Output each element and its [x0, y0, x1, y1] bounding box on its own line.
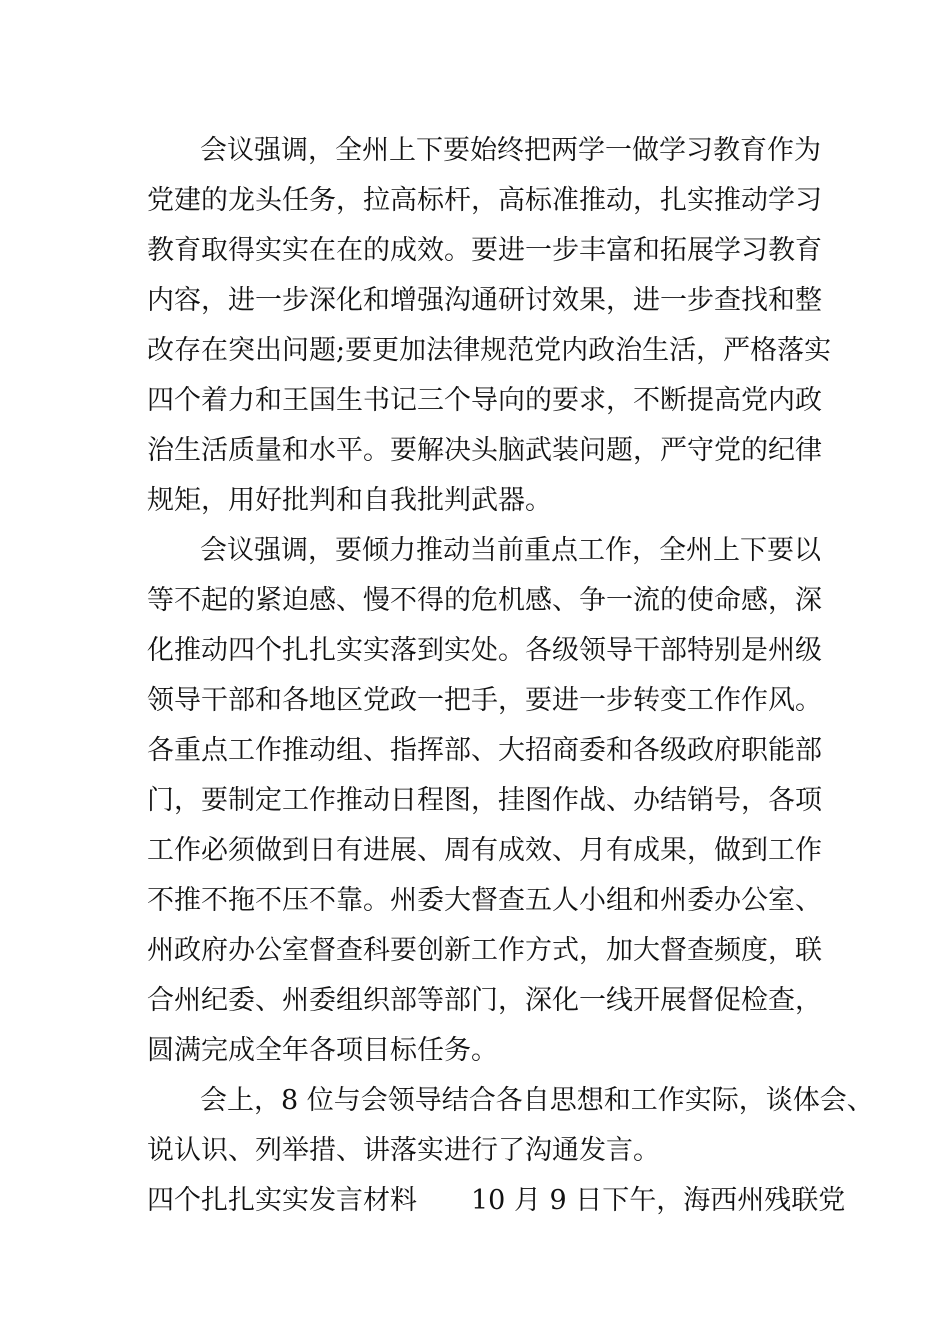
text-line: 内容，进一步深化和增强沟通研讨效果，进一步查找和整 [147, 285, 822, 316]
text-line: 党建的龙头任务，拉高标杆，高标准推动，扎实推动学习 [147, 185, 822, 216]
paragraph-4 [147, 1176, 846, 1226]
paragraph-2 [147, 526, 837, 1076]
document-body [147, 126, 874, 1226]
text-line: 会议强调，要倾力推动当前重点工作，全州上下要以 [200, 535, 821, 566]
text-line: 会上，8 位与会领导结合各自思想和工作实际，谈体会、 [200, 1085, 874, 1116]
text-line: 化推动四个扎扎实实落到实处。各级领导干部特别是州级 [147, 635, 822, 666]
text-line: 教育取得实实在在的成效。要进一步丰富和拓展学习教育 [147, 235, 822, 266]
text-line: 会议强调，全州上下要始终把两学一做学习教育作为 [200, 135, 821, 166]
text-line: 各重点工作推动组、指挥部、大招商委和各级政府职能部 [147, 735, 822, 766]
text-line: 州政府办公室督查科要创新工作方式，加大督查频度，联 [147, 935, 822, 966]
text-line: 说认识、列举措、讲落实进行了沟通发言。 [147, 1135, 660, 1166]
text-line: 工作必须做到日有进展、周有成效、月有成果，做到工作 [147, 835, 822, 866]
text-line: 圆满完成全年各项目标任务。 [147, 1035, 498, 1066]
text-line: 不推不拖不压不靠。州委大督查五人小组和州委办公室、 [147, 885, 822, 916]
text-line: 规矩，用好批判和自我批判武器。 [147, 485, 552, 516]
text-line: 合州纪委、州委组织部等部门，深化一线开展督促检查， [147, 985, 822, 1016]
text-line: 四个着力和王国生书记三个导向的要求，不断提高党内政 [147, 385, 822, 416]
paragraph-3 [147, 1076, 874, 1176]
text-line: 四个扎扎实实发言材料 10 月 9 日下午，海西州残联党 [147, 1185, 846, 1216]
text-line: 领导干部和各地区党政一把手，要进一步转变工作作风。 [147, 685, 822, 716]
text-line: 治生活质量和水平。要解决头脑武装问题，严守党的纪律 [147, 435, 822, 466]
text-line: 等不起的紧迫感、慢不得的危机感、争一流的使命感，深 [147, 585, 822, 616]
text-line: 改存在突出问题;要更加法律规范党内政治生活，严格落实 [147, 335, 832, 366]
paragraph-1 [147, 126, 837, 526]
text-line: 门，要制定工作推动日程图，挂图作战、办结销号，各项 [147, 785, 822, 816]
